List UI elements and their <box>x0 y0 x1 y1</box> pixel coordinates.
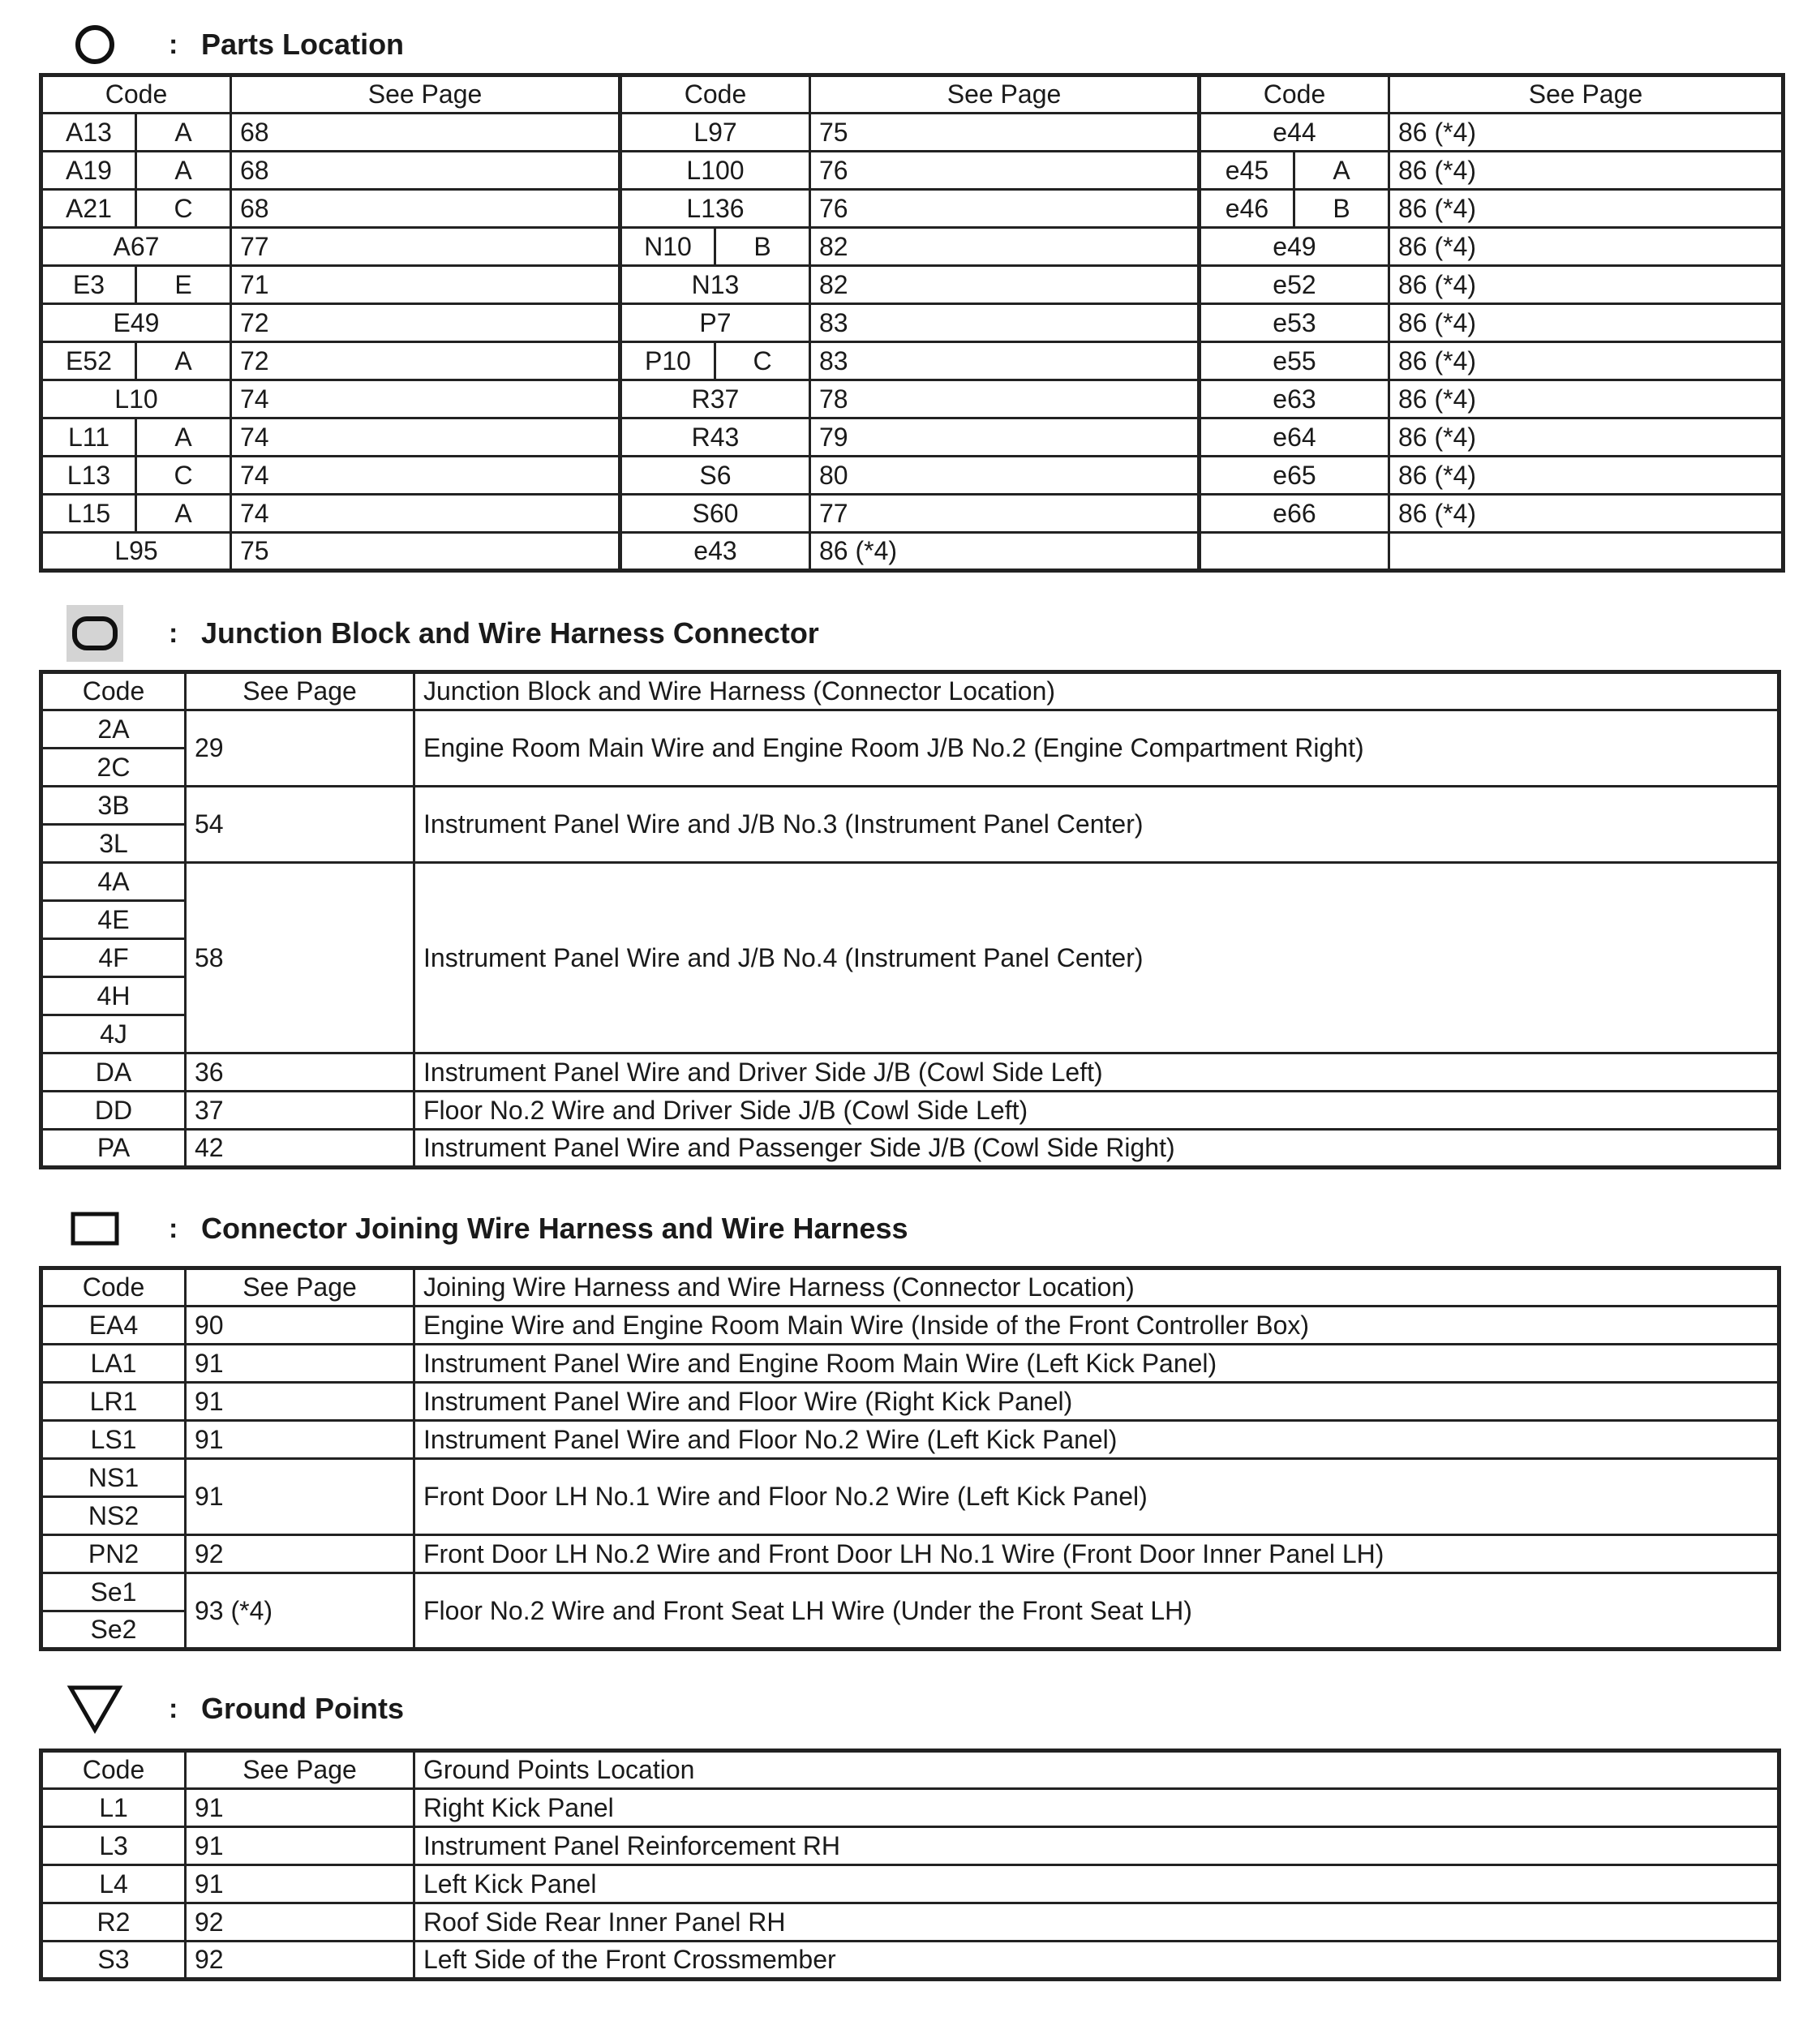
connector-letter-cell: A <box>136 342 231 380</box>
see-page-cell: 68 <box>231 152 620 190</box>
location-cell: Roof Side Rear Inner Panel RH <box>414 1903 1779 1942</box>
ground-points-table <box>39 1749 1781 1981</box>
section-title: Junction Block and Wire Harness Connector <box>201 616 819 650</box>
code-cell: 4H <box>41 977 186 1015</box>
rectangle-icon <box>67 1200 123 1257</box>
col-header-see-page: See Page <box>231 75 620 114</box>
section-title: Connector Joining Wire Harness and Wire Harness <box>201 1212 908 1245</box>
table-row <box>41 1345 1779 1383</box>
col-header-code: Code <box>41 1751 186 1789</box>
code-cell: L100 <box>620 152 810 190</box>
section-title: Ground Points <box>201 1692 404 1725</box>
see-page-cell: 42 <box>186 1130 414 1168</box>
connector-letter-cell: C <box>715 342 810 380</box>
see-page-cell: 86 (*4) <box>1389 114 1784 152</box>
col-header-code: Code <box>41 75 231 114</box>
see-page-cell: 86 (*4) <box>1389 418 1784 457</box>
code-cell: R43 <box>620 418 810 457</box>
code-cell: L97 <box>620 114 810 152</box>
see-page-cell: 86 (*4) <box>1389 380 1784 418</box>
code-cell: A21 <box>41 190 136 228</box>
table-row <box>41 533 1784 571</box>
code-cell: A13 <box>41 114 136 152</box>
table-row <box>41 1535 1779 1573</box>
table-row <box>41 457 1784 495</box>
table-row <box>41 114 1784 152</box>
col-header-see-page: See Page <box>1389 75 1784 114</box>
section-colon: : <box>169 617 178 649</box>
code-cell: 4A <box>41 863 186 901</box>
location-cell: Engine Room Main Wire and Engine Room J/B No.2 (Engine Compartment Right) <box>414 710 1779 787</box>
see-page-cell: 74 <box>231 418 620 457</box>
table-row <box>41 1942 1779 1980</box>
table-row <box>41 1459 1779 1497</box>
location-cell: Right Kick Panel <box>414 1789 1779 1827</box>
code-cell: e46 <box>1200 190 1294 228</box>
see-page-cell: 76 <box>810 190 1200 228</box>
col-header-code: Code <box>1200 75 1389 114</box>
table-row <box>41 266 1784 304</box>
see-page-cell: 92 <box>186 1942 414 1980</box>
location-cell: Instrument Panel Reinforcement RH <box>414 1827 1779 1865</box>
circle-icon <box>67 16 123 73</box>
connector-letter-cell: E <box>136 266 231 304</box>
table-row <box>41 304 1784 342</box>
see-page-cell: 83 <box>810 342 1200 380</box>
col-header-see-page: See Page <box>186 1268 414 1307</box>
see-page-cell: 86 (*4) <box>1389 457 1784 495</box>
table-row <box>41 1865 1779 1903</box>
table-header-row <box>41 1751 1779 1789</box>
code-cell: L95 <box>41 533 231 571</box>
location-cell: Left Kick Panel <box>414 1865 1779 1903</box>
see-page-cell: 86 (*4) <box>1389 152 1784 190</box>
code-cell: PN2 <box>41 1535 186 1573</box>
col-header-code: Code <box>620 75 810 114</box>
code-cell: EA4 <box>41 1307 186 1345</box>
code-cell: e64 <box>1200 418 1389 457</box>
location-cell: Instrument Panel Wire and Floor Wire (Right Kick Panel) <box>414 1383 1779 1421</box>
code-cell: Se2 <box>41 1611 186 1650</box>
ground-points-header <box>67 1680 404 1737</box>
code-cell: e66 <box>1200 495 1389 533</box>
see-page-cell: 82 <box>810 266 1200 304</box>
see-page-cell: 29 <box>186 710 414 787</box>
table-row <box>41 710 1779 749</box>
table-row <box>41 863 1779 901</box>
connector-letter-cell: B <box>715 228 810 266</box>
code-cell: E49 <box>41 304 231 342</box>
code-cell: LR1 <box>41 1383 186 1421</box>
code-cell: R2 <box>41 1903 186 1942</box>
table-row <box>41 787 1779 825</box>
code-cell: E3 <box>41 266 136 304</box>
code-cell: Se1 <box>41 1573 186 1611</box>
code-cell: NS2 <box>41 1497 186 1535</box>
location-cell: Instrument Panel Wire and Floor No.2 Wire (Left Kick Panel) <box>414 1421 1779 1459</box>
table-header-row <box>41 672 1779 710</box>
see-page-cell: 86 (*4) <box>1389 228 1784 266</box>
col-header-code: Code <box>41 1268 186 1307</box>
code-cell: LA1 <box>41 1345 186 1383</box>
col-header-location: Ground Points Location <box>414 1751 1779 1789</box>
see-page-cell: 91 <box>186 1345 414 1383</box>
location-cell: Front Door LH No.1 Wire and Floor No.2 Wire (Left Kick Panel) <box>414 1459 1779 1535</box>
connector-letter-cell: A <box>136 495 231 533</box>
code-cell: N10 <box>620 228 715 266</box>
code-cell: L3 <box>41 1827 186 1865</box>
code-cell: S3 <box>41 1942 186 1980</box>
see-page-cell: 91 <box>186 1789 414 1827</box>
table-row <box>41 380 1784 418</box>
code-cell: L4 <box>41 1865 186 1903</box>
code-cell: A19 <box>41 152 136 190</box>
parts-location-table <box>39 73 1785 573</box>
rounded-rect-shaded-icon <box>67 605 123 662</box>
location-cell: Instrument Panel Wire and J/B No.4 (Instrument Panel Center) <box>414 863 1779 1053</box>
code-cell: L13 <box>41 457 136 495</box>
see-page-cell: 72 <box>231 342 620 380</box>
see-page-cell: 91 <box>186 1827 414 1865</box>
code-cell: 4J <box>41 1015 186 1053</box>
junction-block-header <box>67 605 819 662</box>
col-header-see-page: See Page <box>810 75 1200 114</box>
location-cell: Engine Wire and Engine Room Main Wire (Inside of the Front Controller Box) <box>414 1307 1779 1345</box>
table-row <box>41 1130 1779 1168</box>
see-page-cell <box>1389 533 1784 571</box>
code-cell: PA <box>41 1130 186 1168</box>
see-page-cell: 58 <box>186 863 414 1053</box>
code-cell: L11 <box>41 418 136 457</box>
see-page-cell: 92 <box>186 1535 414 1573</box>
location-cell: Instrument Panel Wire and Driver Side J/B (Cowl Side Left) <box>414 1053 1779 1092</box>
code-cell: S6 <box>620 457 810 495</box>
connector-letter-cell: B <box>1294 190 1389 228</box>
see-page-cell: 82 <box>810 228 1200 266</box>
code-cell: 3B <box>41 787 186 825</box>
parts-location-header <box>67 16 404 73</box>
section-colon: : <box>169 1693 178 1724</box>
code-cell: R37 <box>620 380 810 418</box>
table-row <box>41 1903 1779 1942</box>
table-row <box>41 418 1784 457</box>
see-page-cell: 86 (*4) <box>1389 495 1784 533</box>
joining-connector-table <box>39 1266 1781 1651</box>
code-cell: L1 <box>41 1789 186 1827</box>
connector-letter-cell: A <box>136 152 231 190</box>
see-page-cell: 86 (*4) <box>1389 190 1784 228</box>
location-cell: Floor No.2 Wire and Driver Side J/B (Cowl Side Left) <box>414 1092 1779 1130</box>
table-row <box>41 190 1784 228</box>
code-cell: e49 <box>1200 228 1389 266</box>
code-cell: S60 <box>620 495 810 533</box>
code-cell: 2C <box>41 749 186 787</box>
location-cell: Left Side of the Front Crossmember <box>414 1942 1779 1980</box>
code-cell: e44 <box>1200 114 1389 152</box>
table-row <box>41 342 1784 380</box>
table-row <box>41 1307 1779 1345</box>
code-cell: e45 <box>1200 152 1294 190</box>
connector-letter-cell: A <box>1294 152 1389 190</box>
see-page-cell: 79 <box>810 418 1200 457</box>
see-page-cell: 68 <box>231 114 620 152</box>
see-page-cell: 74 <box>231 495 620 533</box>
code-cell: E52 <box>41 342 136 380</box>
see-page-cell: 78 <box>810 380 1200 418</box>
see-page-cell: 86 (*4) <box>810 533 1200 571</box>
location-cell: Instrument Panel Wire and J/B No.3 (Instrument Panel Center) <box>414 787 1779 863</box>
see-page-cell: 37 <box>186 1092 414 1130</box>
table-header-row <box>41 1268 1779 1307</box>
see-page-cell: 36 <box>186 1053 414 1092</box>
code-cell <box>1200 533 1389 571</box>
connector-letter-cell: A <box>136 418 231 457</box>
code-cell: N13 <box>620 266 810 304</box>
code-cell: e52 <box>1200 266 1389 304</box>
see-page-cell: 76 <box>810 152 1200 190</box>
code-cell: e53 <box>1200 304 1389 342</box>
see-page-cell: 93 (*4) <box>186 1573 414 1650</box>
see-page-cell: 90 <box>186 1307 414 1345</box>
see-page-cell: 86 (*4) <box>1389 266 1784 304</box>
code-cell: e43 <box>620 533 810 571</box>
table-row <box>41 228 1784 266</box>
col-header-location: Junction Block and Wire Harness (Connector Location) <box>414 672 1779 710</box>
location-cell: Instrument Panel Wire and Passenger Side J/B (Cowl Side Right) <box>414 1130 1779 1168</box>
section-colon: : <box>169 1212 178 1244</box>
triangle-down-icon <box>67 1680 123 1737</box>
code-cell: NS1 <box>41 1459 186 1497</box>
location-cell: Instrument Panel Wire and Engine Room Main Wire (Left Kick Panel) <box>414 1345 1779 1383</box>
table-row <box>41 1789 1779 1827</box>
see-page-cell: 74 <box>231 457 620 495</box>
table-row <box>41 495 1784 533</box>
table-header-row <box>41 75 1784 114</box>
code-cell: e55 <box>1200 342 1389 380</box>
code-cell: L136 <box>620 190 810 228</box>
code-cell: DD <box>41 1092 186 1130</box>
table-row <box>41 1092 1779 1130</box>
see-page-cell: 80 <box>810 457 1200 495</box>
see-page-cell: 75 <box>810 114 1200 152</box>
code-cell: 2A <box>41 710 186 749</box>
table-row <box>41 1421 1779 1459</box>
see-page-cell: 77 <box>231 228 620 266</box>
code-cell: e63 <box>1200 380 1389 418</box>
see-page-cell: 83 <box>810 304 1200 342</box>
see-page-cell: 77 <box>810 495 1200 533</box>
see-page-cell: 75 <box>231 533 620 571</box>
see-page-cell: 91 <box>186 1421 414 1459</box>
table-row <box>41 1573 1779 1611</box>
table-row <box>41 1053 1779 1092</box>
col-header-see-page: See Page <box>186 672 414 710</box>
connector-letter-cell: A <box>136 114 231 152</box>
see-page-cell: 91 <box>186 1865 414 1903</box>
code-cell: L15 <box>41 495 136 533</box>
code-cell: 4E <box>41 901 186 939</box>
joining-connector-header <box>67 1200 908 1257</box>
see-page-cell: 74 <box>231 380 620 418</box>
see-page-cell: 92 <box>186 1903 414 1942</box>
see-page-cell: 86 (*4) <box>1389 342 1784 380</box>
code-cell: 4F <box>41 939 186 977</box>
see-page-cell: 54 <box>186 787 414 863</box>
code-cell: L10 <box>41 380 231 418</box>
code-cell: DA <box>41 1053 186 1092</box>
code-cell: A67 <box>41 228 231 266</box>
col-header-location: Joining Wire Harness and Wire Harness (Connector Location) <box>414 1268 1779 1307</box>
location-cell: Front Door LH No.2 Wire and Front Door LH No.1 Wire (Front Door Inner Panel LH) <box>414 1535 1779 1573</box>
junction-block-table <box>39 670 1781 1169</box>
section-colon: : <box>169 28 178 60</box>
col-header-code: Code <box>41 672 186 710</box>
location-cell: Floor No.2 Wire and Front Seat LH Wire (Under the Front Seat LH) <box>414 1573 1779 1650</box>
see-page-cell: 71 <box>231 266 620 304</box>
see-page-cell: 68 <box>231 190 620 228</box>
section-title: Parts Location <box>201 28 405 61</box>
code-cell: 3L <box>41 825 186 863</box>
see-page-cell: 86 (*4) <box>1389 304 1784 342</box>
table-row <box>41 1383 1779 1421</box>
see-page-cell: 91 <box>186 1383 414 1421</box>
code-cell: P10 <box>620 342 715 380</box>
see-page-cell: 91 <box>186 1459 414 1535</box>
code-cell: LS1 <box>41 1421 186 1459</box>
connector-letter-cell: C <box>136 190 231 228</box>
connector-letter-cell: C <box>136 457 231 495</box>
table-row <box>41 1827 1779 1865</box>
table-row <box>41 152 1784 190</box>
col-header-see-page: See Page <box>186 1751 414 1789</box>
code-cell: P7 <box>620 304 810 342</box>
code-cell: e65 <box>1200 457 1389 495</box>
see-page-cell: 72 <box>231 304 620 342</box>
